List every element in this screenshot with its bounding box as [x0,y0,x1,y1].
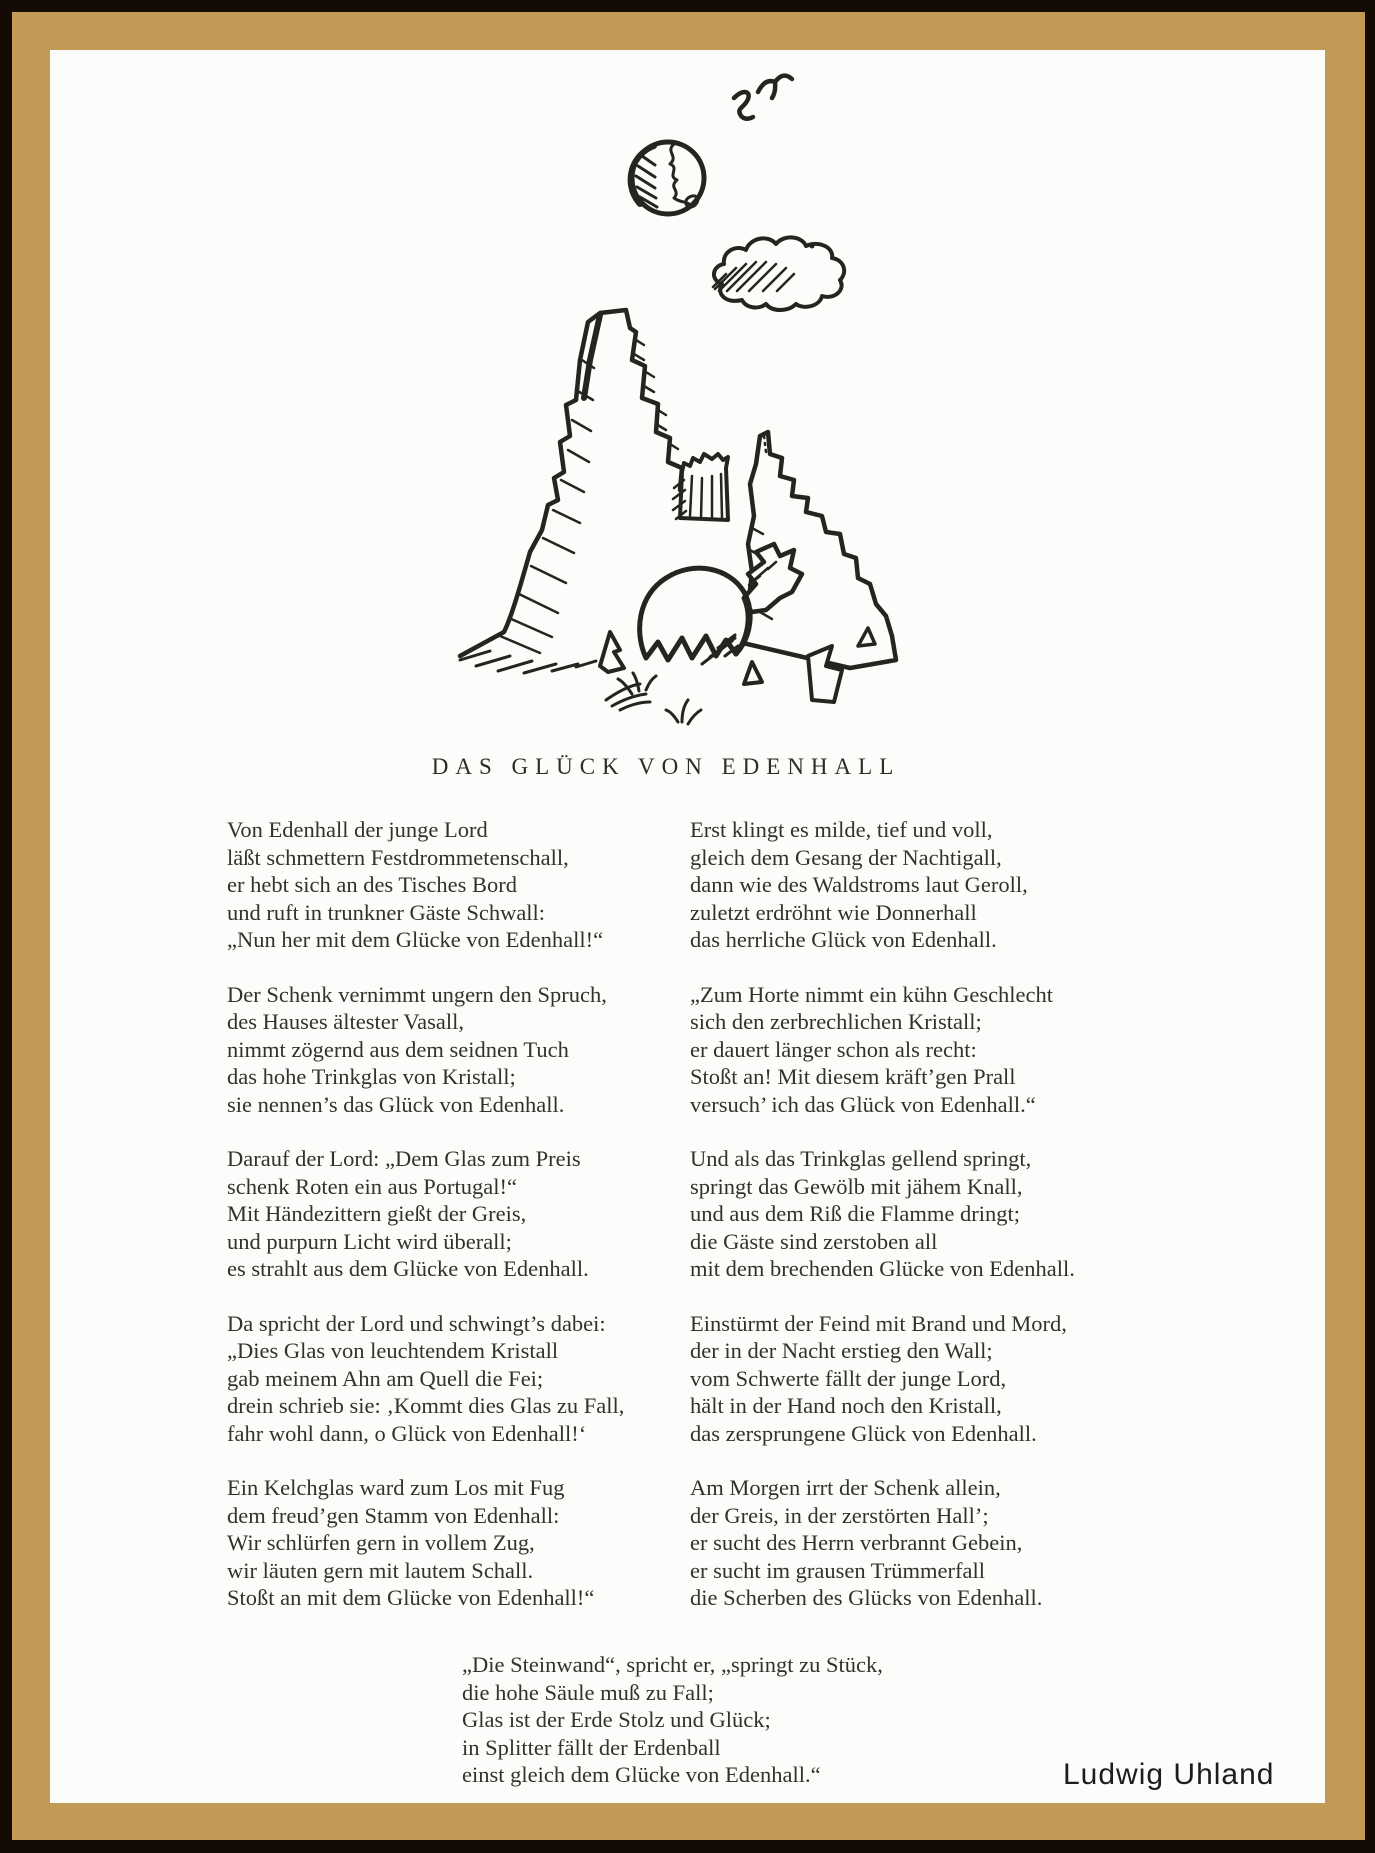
poem-line: sie nennen’s das Glück von Edenhall. [227,1091,565,1117]
stanza-3 [227,1145,697,1283]
poem-line: zuletzt erdröhnt wie Donnerhall [690,899,977,925]
poem-line: die Scherben des Glücks von Edenhall. [690,1585,1043,1610]
poem-line: dem freud’gen Stamm von Edenhall: [227,1502,560,1528]
poem-line: hält in der Hand noch den Kristall, [690,1393,1002,1418]
poem-line: Da spricht der Lord und schwingt’s dabei: [227,1310,606,1336]
poem-line: Darauf der Lord: „Dem Glas zum Preis [227,1146,581,1171]
stanza-10 [690,1474,1160,1612]
final-stanza [462,1651,883,1789]
poem-line: die hohe Säule muß zu Fall; [462,1679,714,1705]
poem-line: Einstürmt der Feind mit Brand und Mord, [690,1310,1067,1336]
poem-line: er hebt sich an des Tisches Bord [227,872,517,897]
poem-line: gab meinem Ahn am Quell die Fei; [227,1365,544,1391]
poem-line: des Hauses ältester Vasall, [227,1009,465,1034]
poem-line: Der Schenk vernimmt ungern den Spruch, [227,981,607,1007]
globe-icon [631,142,704,214]
poem-line: in Splitter fällt der Erdenball [462,1734,721,1760]
poem-line: nimmt zögernd aus dem seidnen Tuch [227,1036,569,1062]
poem-line: Mit Händezittern gießt der Greis, [227,1201,527,1226]
stanza-6 [690,816,1160,954]
poem-line: springt das Gewölb mit jähem Knall, [690,1173,1023,1199]
poem-line: „Zum Horte nimmt ein kühn Geschlecht [690,981,1054,1007]
broken-column-icon [673,454,728,520]
poem-line: gleich dem Gesang der Nachtigall, [690,844,1002,870]
poem-line: vom Schwerte fällt der junge Lord, [690,1365,1007,1391]
poem-line: er dauert länger schon als recht: [690,1036,977,1062]
poem-line: schenk Roten ein aus Portugal!“ [227,1173,517,1199]
poem-line: einst gleich dem Glücke von Edenhall.“ [462,1762,821,1787]
stanza-8 [690,1145,1160,1283]
poem-line: wir läuten gern mit lautem Schall. [227,1557,534,1583]
poem-line: „Dies Glas von leuchtendem Kristall [227,1338,559,1363]
poem-line: dann wie des Waldstroms laut Geroll, [690,872,1028,897]
poem-line: Und als das Trinkglas gellend springt, [690,1146,1032,1171]
poem-line: er sucht des Herrn verbrannt Gebein, [690,1530,1023,1555]
poem-line: das herrliche Glück von Edenhall. [690,927,997,952]
stanza-1 [227,816,697,954]
birds-icon [734,76,792,119]
poem-line: und purpurn Licht wird überall; [227,1228,512,1254]
page [50,50,1325,1803]
poem-line: Wir schlürfen gern in vollem Zug, [227,1530,535,1555]
poem-line: „Die Steinwand“, spricht er, „springt zu Stück, [462,1652,883,1677]
poem-line: der Greis, in der zerstörten Hall’; [690,1502,989,1528]
poem-line: Ein Kelchglas ward zum Los mit Fug [227,1475,565,1500]
poem-line: die Gäste sind zerstoben all [690,1228,938,1254]
author-name: Ludwig Uhland [1063,1758,1275,1791]
cloud-icon [713,237,844,310]
poem-line: Stoßt an mit dem Glücke von Edenhall!“ [227,1585,595,1610]
poem-line: das zersprungene Glück von Edenhall. [690,1420,1037,1446]
poem-line: läßt schmettern Festdrommetenschall, [227,844,569,870]
poem-line: versuch’ ich das Glück von Edenhall.“ [690,1091,1036,1117]
poem-line: Erst klingt es milde, tief und voll, [690,817,993,842]
poem-line: Von Edenhall der junge Lord [227,817,488,842]
broken-goblet-icon [640,568,750,664]
poem-line: mit dem brechenden Glücke von Edenhall. [690,1256,1075,1281]
stanza-7 [690,981,1160,1119]
poem-column-left [227,816,697,1639]
stanza-9 [690,1310,1160,1448]
poem-line: Am Morgen irrt der Schenk allein, [690,1475,1001,1500]
poem-title: DAS GLÜCK VON EDENHALL [431,754,901,779]
poem-line: Glas ist der Erde Stolz und Glück; [462,1707,771,1732]
poem-line: der in der Nacht erstieg den Wall; [690,1338,993,1363]
poem-line: drein schrieb sie: ‚Kommt dies Glas zu Fall, [227,1393,625,1418]
poem-line: „Nun her mit dem Glücke von Edenhall!“ [227,927,604,952]
poem-line: und ruft in trunkner Gäste Schwall: [227,899,546,925]
illustration [430,60,930,740]
poem-line: und aus dem Riß die Flamme dringt; [690,1201,1020,1226]
poem-column-right [690,816,1160,1639]
stanza-2 [227,981,697,1119]
poem-line: sich den zerbrechlichen Kristall; [690,1009,982,1034]
poem-line: es strahlt aus dem Glücke von Edenhall. [227,1256,589,1281]
poem-line: fahr wohl dann, o Glück von Edenhall!‘ [227,1420,587,1446]
stanza-5 [227,1474,697,1612]
poem-line: Stoßt an! Mit diesem kräft’gen Prall [690,1064,1016,1089]
poem-line: das hohe Trinkglas von Kristall; [227,1064,516,1089]
ground-hatch [460,651,596,673]
stanza-4 [227,1310,697,1448]
poem-line: er sucht im grausen Trümmerfall [690,1557,985,1583]
grass-icon [606,673,701,724]
